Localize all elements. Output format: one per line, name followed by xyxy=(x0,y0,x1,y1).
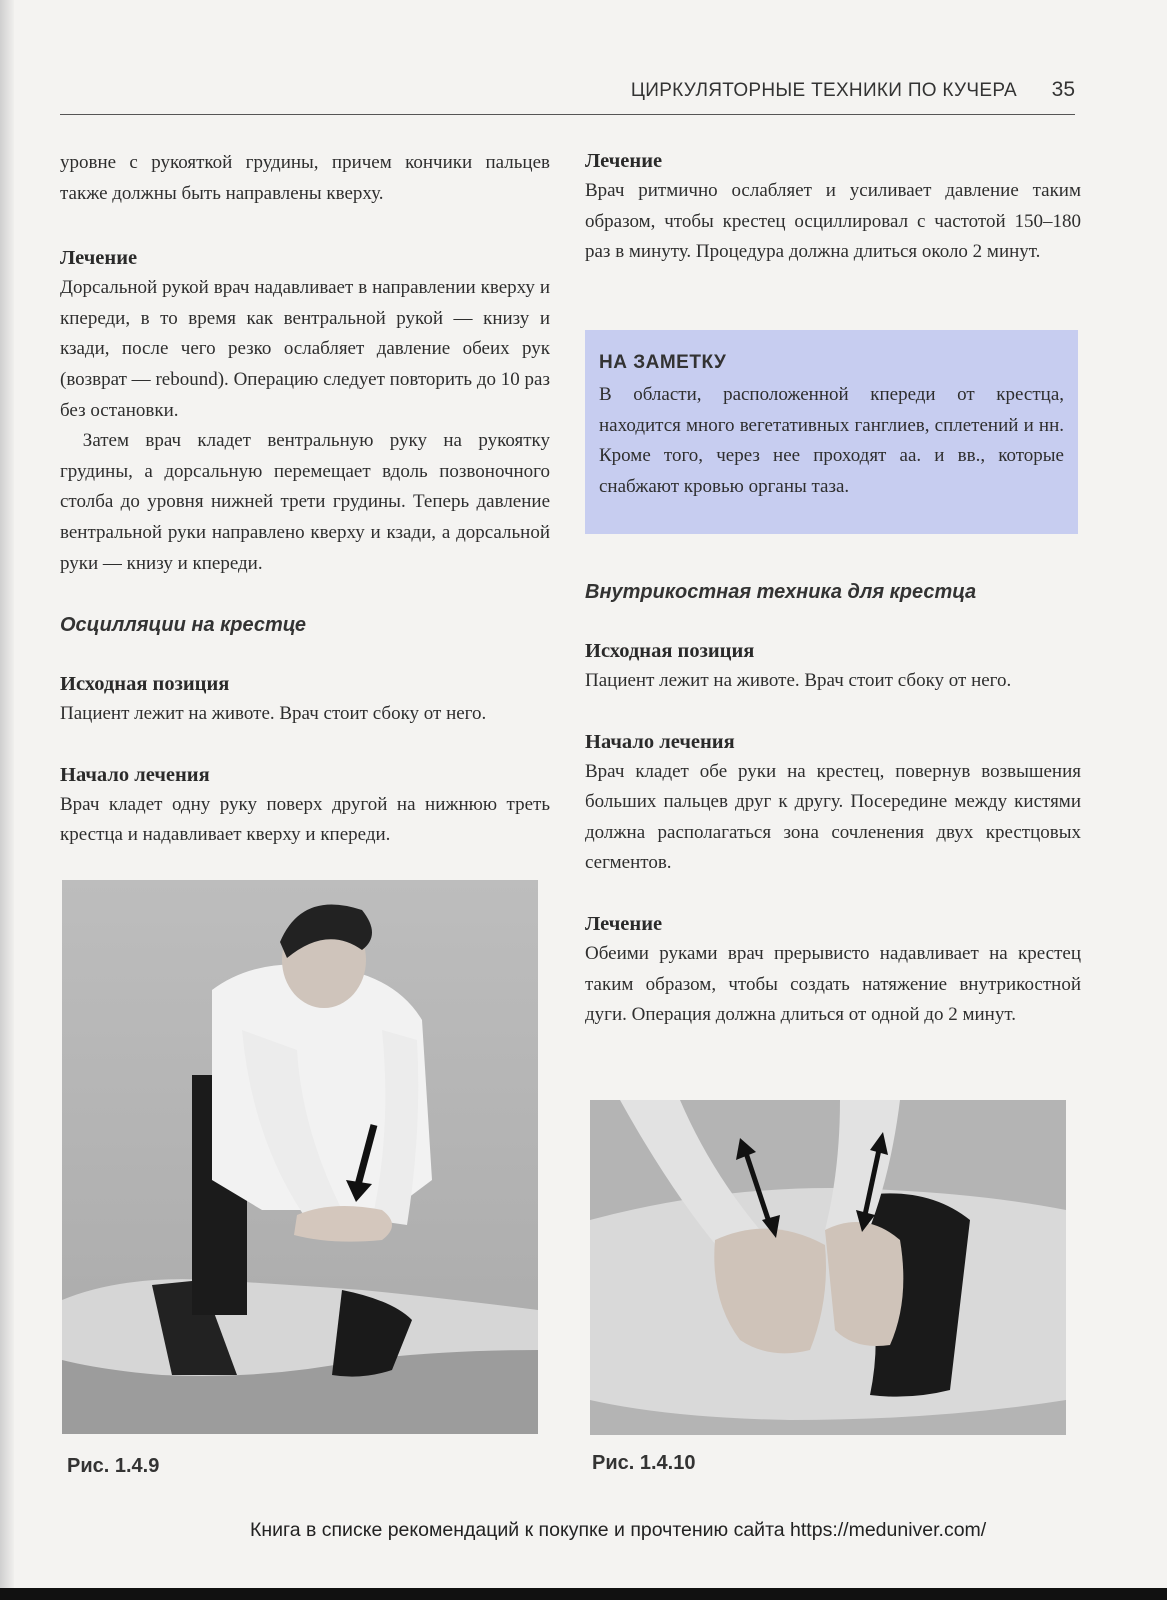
continuation-paragraph: уровне с рукояткой грудины, причем кончики пальцев также должны быть направлены кверху. xyxy=(60,152,550,204)
running-header xyxy=(60,76,1075,115)
treatment-paragraph-2: Затем врач кладет вентральную руку на рукоятку грудины, а дорсальную перемещает вдоль позвоночного столба до уровня нижней трети грудины. Теперь давление вентральной руки направлено кверху и кзади, а дорсальной руки — книзу и кпереди. xyxy=(60,430,550,574)
right-column xyxy=(585,146,1081,268)
left-column xyxy=(60,148,550,851)
start-position-heading: Исходная позиция xyxy=(60,673,230,696)
treatment-heading: Лечение xyxy=(585,150,663,172)
page-bottom-edge xyxy=(0,1588,1167,1600)
book-gutter-shadow xyxy=(0,0,14,1600)
start-position-text: Пациент лежит на животе. Врач стоит сбоку от него. xyxy=(60,703,487,725)
note-title: НА ЗАМЕТКУ xyxy=(599,352,727,373)
treatment-heading-2: Лечение xyxy=(585,912,663,935)
figure-caption: Рис. 1.4.9 xyxy=(67,1455,160,1477)
note-box xyxy=(585,330,1078,534)
section-title-intraosseous: Внутрикостная техника для крестца xyxy=(585,581,977,603)
footer-recommendation-note: Книга в списке рекомендаций к покупке и прочтению сайта https://meduniver.com/ xyxy=(250,1519,987,1541)
right-column-lower xyxy=(585,578,1081,1031)
figure-caption: Рис. 1.4.10 xyxy=(592,1452,696,1474)
start-position-heading: Исходная позиция xyxy=(585,640,755,662)
section-title-sacrum-oscillations: Осцилляции на крестце xyxy=(60,614,307,637)
start-treatment-text: Врач кладет обе руки на крестец, повернув возвышения больших пальцев друг к другу. Посередине между кистями должна располагаться зона сочленения двух крестцовых сегментов. xyxy=(585,760,1081,874)
treatment-text-2: Обеими руками врач прерывисто надавливает на крестец таким образом, чтобы создать натяжение внутрикостной дуги. Операция должна длиться от одной до 2 минут. xyxy=(585,942,1081,1026)
treatment-paragraph: Дорсальной рукой врач надавливает в направлении кверху и кпереди, в то время как вентральной рукой — книзу и кзади, после чего резко ослабляет давление обеих рук (возврат — rebound). Операцию следует повторить до 10 раз без остановки. xyxy=(60,277,550,421)
treatment-heading: Лечение xyxy=(60,247,138,270)
treatment-text: Врач ритмично ослабляет и усиливает давление таким образом, чтобы крестец осциллировал с частотой 150–180 раз в минуту. Процедура должна длиться около 2 минут. xyxy=(585,180,1081,263)
start-treatment-heading: Начало лечения xyxy=(585,730,735,753)
start-treatment-text: Врач кладет одну руку поверх другой на нижнюю треть крестца и надавливает кверху и кпереди. xyxy=(60,793,550,846)
page-number: 35 xyxy=(1051,78,1075,101)
running-title: ЦИРКУЛЯТОРНЫЕ ТЕХНИКИ ПО КУЧЕРА xyxy=(630,80,1017,101)
note-text: В области, расположенной кпереди от крестца, находится много вегетативных ганглиев, сплетений и нн. Кроме того, через нее проходят аа. и вв., которые снабжают кровью органы таза. xyxy=(599,384,1064,497)
start-treatment-heading: Начало лечения xyxy=(60,763,210,786)
figure-1-4-10-photo xyxy=(590,1100,1066,1435)
figure-1-4-9-photo xyxy=(62,880,538,1434)
start-position-text: Пациент лежит на животе. Врач стоит сбоку от него. xyxy=(585,670,1012,691)
